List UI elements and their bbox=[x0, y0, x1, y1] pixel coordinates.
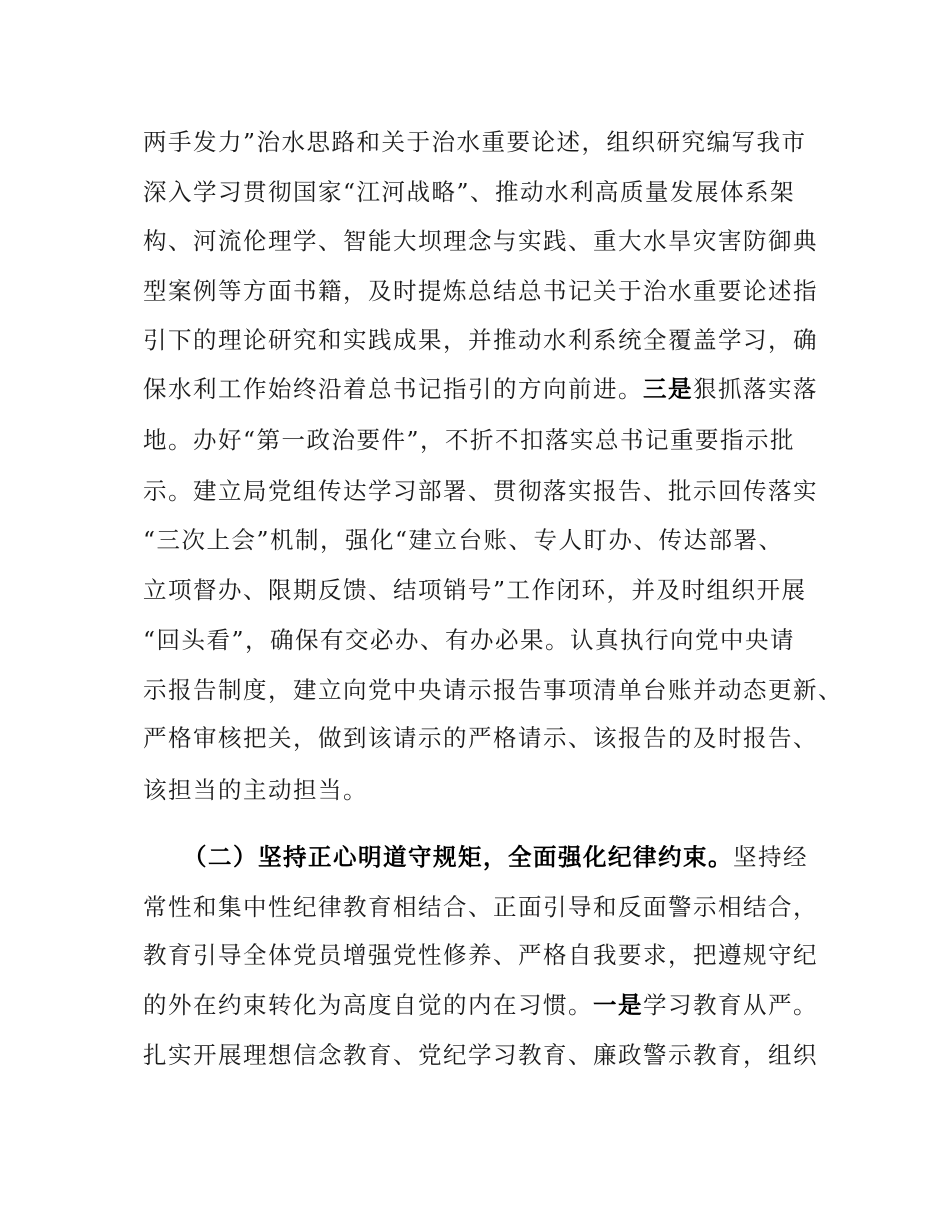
bold-keyword: 三是 bbox=[643, 375, 693, 403]
text-line: 严格审核把关，做到该请示的严格请示、该报告的及时报告、 bbox=[143, 724, 818, 752]
text-line: 深入学习贯彻国家“江河战略”、推动水利高质量发展体系架 bbox=[143, 178, 796, 206]
text-line: 教育引导全体党员增强党性修养、严格自我要求，把遵规守纪 bbox=[143, 941, 818, 969]
text-line: 地。办好“第一政治要件”，不折不扣落实总书记重要指示批 bbox=[143, 426, 796, 454]
text-line: “三次上会”机制，强化“建立台账、专人盯办、传达部署、 bbox=[143, 526, 784, 554]
text-span: 狠抓落实落 bbox=[693, 375, 818, 403]
text-span: 学习教育从严。 bbox=[643, 991, 818, 1019]
section-heading: （二）坚持正心明道守规矩，全面强化纪律约束。 bbox=[183, 843, 733, 871]
text-line: 扎实开展理想信念教育、党纪学习教育、廉政警示教育，组织 bbox=[143, 1041, 818, 1069]
text-span: 坚持经 bbox=[733, 843, 808, 871]
bold-keyword: 一是 bbox=[593, 991, 643, 1019]
text-line bbox=[143, 990, 818, 1020]
text-line: 构、河流伦理学、智能大坝理念与实践、重大水旱灾害防御典 bbox=[143, 227, 818, 255]
text-span: 的外在约束转化为高度自觉的内在习惯。 bbox=[143, 991, 593, 1019]
text-line: 型案例等方面书籍，及时提炼总结总书记关于治水重要论述指 bbox=[143, 277, 818, 305]
text-line: 常性和集中性纪律教育相结合、正面引导和反面警示相结合， bbox=[143, 893, 818, 921]
text-line: “回头看”，确保有交必办、有办必果。认真执行向党中央请 bbox=[143, 626, 796, 654]
text-line: 两手发力”治水思路和关于治水重要论述，组织研究编写我市 bbox=[143, 128, 807, 156]
text-line: 立项督办、限期反馈、结项销号”工作闭环，并及时组织开展 bbox=[143, 576, 807, 604]
text-line: 示。建立局党组传达学习部署、贯彻落实报告、批示回传落实 bbox=[143, 477, 818, 505]
text-span: 保水利工作始终沿着总书记指引的方向前进。 bbox=[143, 375, 643, 403]
text-line: 示报告制度，建立向党中央请示报告事项清单台账并动态更新、 bbox=[143, 676, 843, 704]
text-line: 引下的理论研究和实践成果，并推动水利系统全覆盖学习，确 bbox=[143, 326, 818, 354]
section-heading-line bbox=[183, 842, 808, 872]
text-line: 该担当的主动担当。 bbox=[143, 776, 368, 804]
text-line bbox=[143, 374, 818, 404]
